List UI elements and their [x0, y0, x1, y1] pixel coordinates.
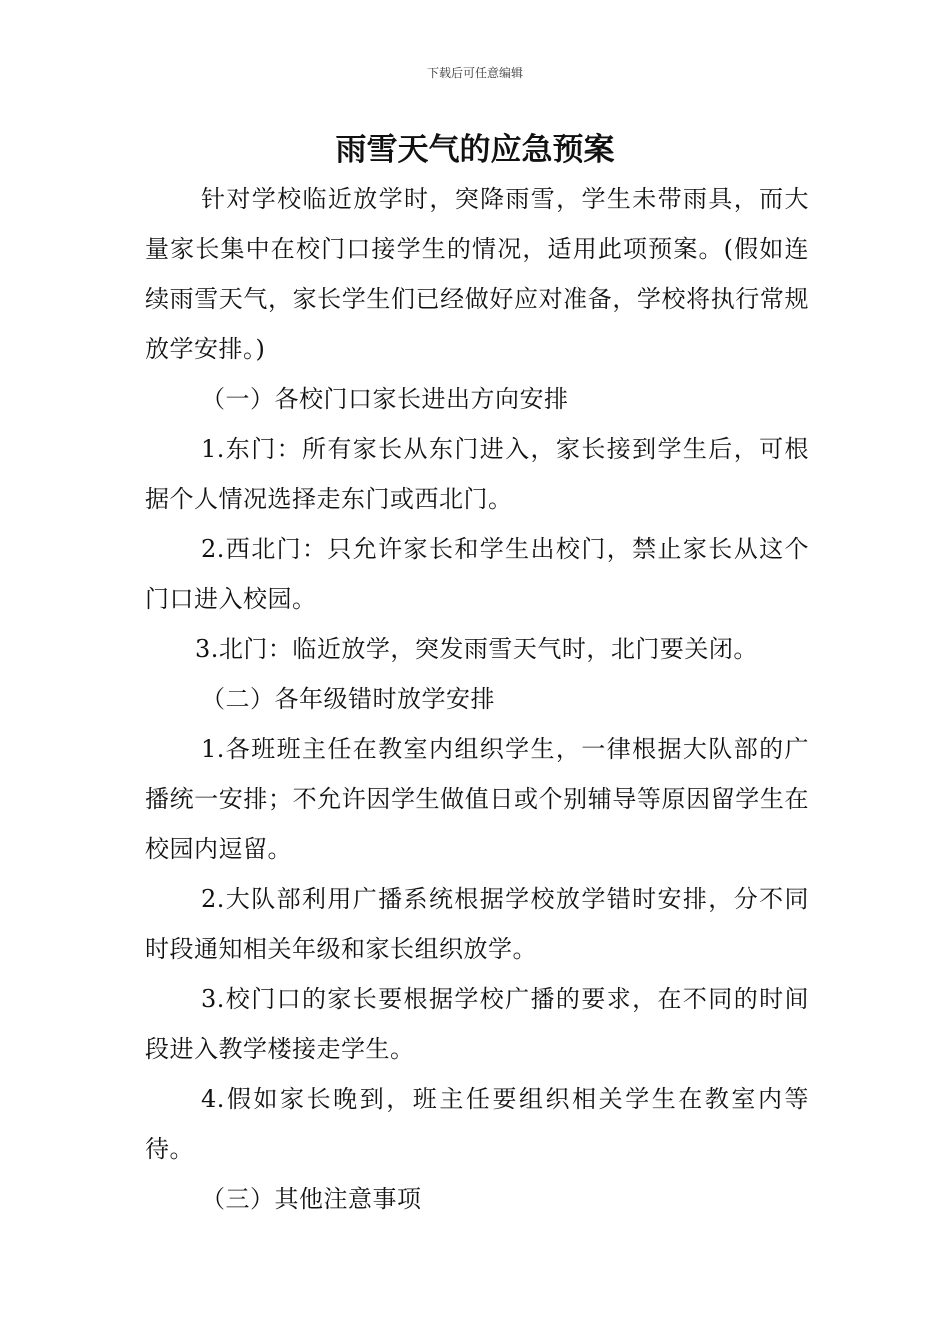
document-body: [145, 174, 809, 1224]
paragraph-parents-gate: 3.校门口的家长要根据学校广播的要求，在不同的时间段进入教学楼接走学生。: [145, 985, 809, 1063]
paragraph-east-gate: 1.东门：所有家长从东门进入，家长接到学生后，可根据个人情况选择走东门或西北门。: [145, 435, 809, 513]
paragraph-north-gate: 3.北门：临近放学，突发雨雪天气时，北门要关闭。: [195, 635, 758, 663]
header-note: 下载后可任意编辑: [426, 66, 523, 80]
paragraph-late-parents: 4.假如家长晚到，班主任要组织相关学生在教室内等待。: [145, 1085, 809, 1163]
paragraph-intro: 针对学校临近放学时，突降雨雪，学生未带雨具，而大量家长集中在校门口接学生的情况，适用此项预案。(假如连续雨雪天气，家长学生们已经做好应对准备，学校将执行常规放学安排。): [145, 185, 809, 363]
section-heading-2: （二）各年级错时放学安排: [201, 685, 495, 713]
section-heading-1: （一）各校门口家长进出方向安排: [201, 385, 569, 413]
paragraph-class-teacher: 1.各班班主任在教室内组织学生，一律根据大队部的广播统一安排；不允许因学生做值日或个别辅导等原因留学生在校园内逗留。: [145, 735, 809, 863]
paragraph-broadcast: 2.大队部利用广播系统根据学校放学错时安排，分不同时段通知相关年级和家长组织放学。: [145, 885, 809, 963]
section-heading-3: （三）其他注意事项: [201, 1185, 422, 1213]
document-title: 雨雪天气的应急预案: [335, 132, 615, 168]
paragraph-northwest-gate: 2.西北门：只允许家长和学生出校门，禁止家长从这个门口进入校园。: [145, 535, 809, 613]
